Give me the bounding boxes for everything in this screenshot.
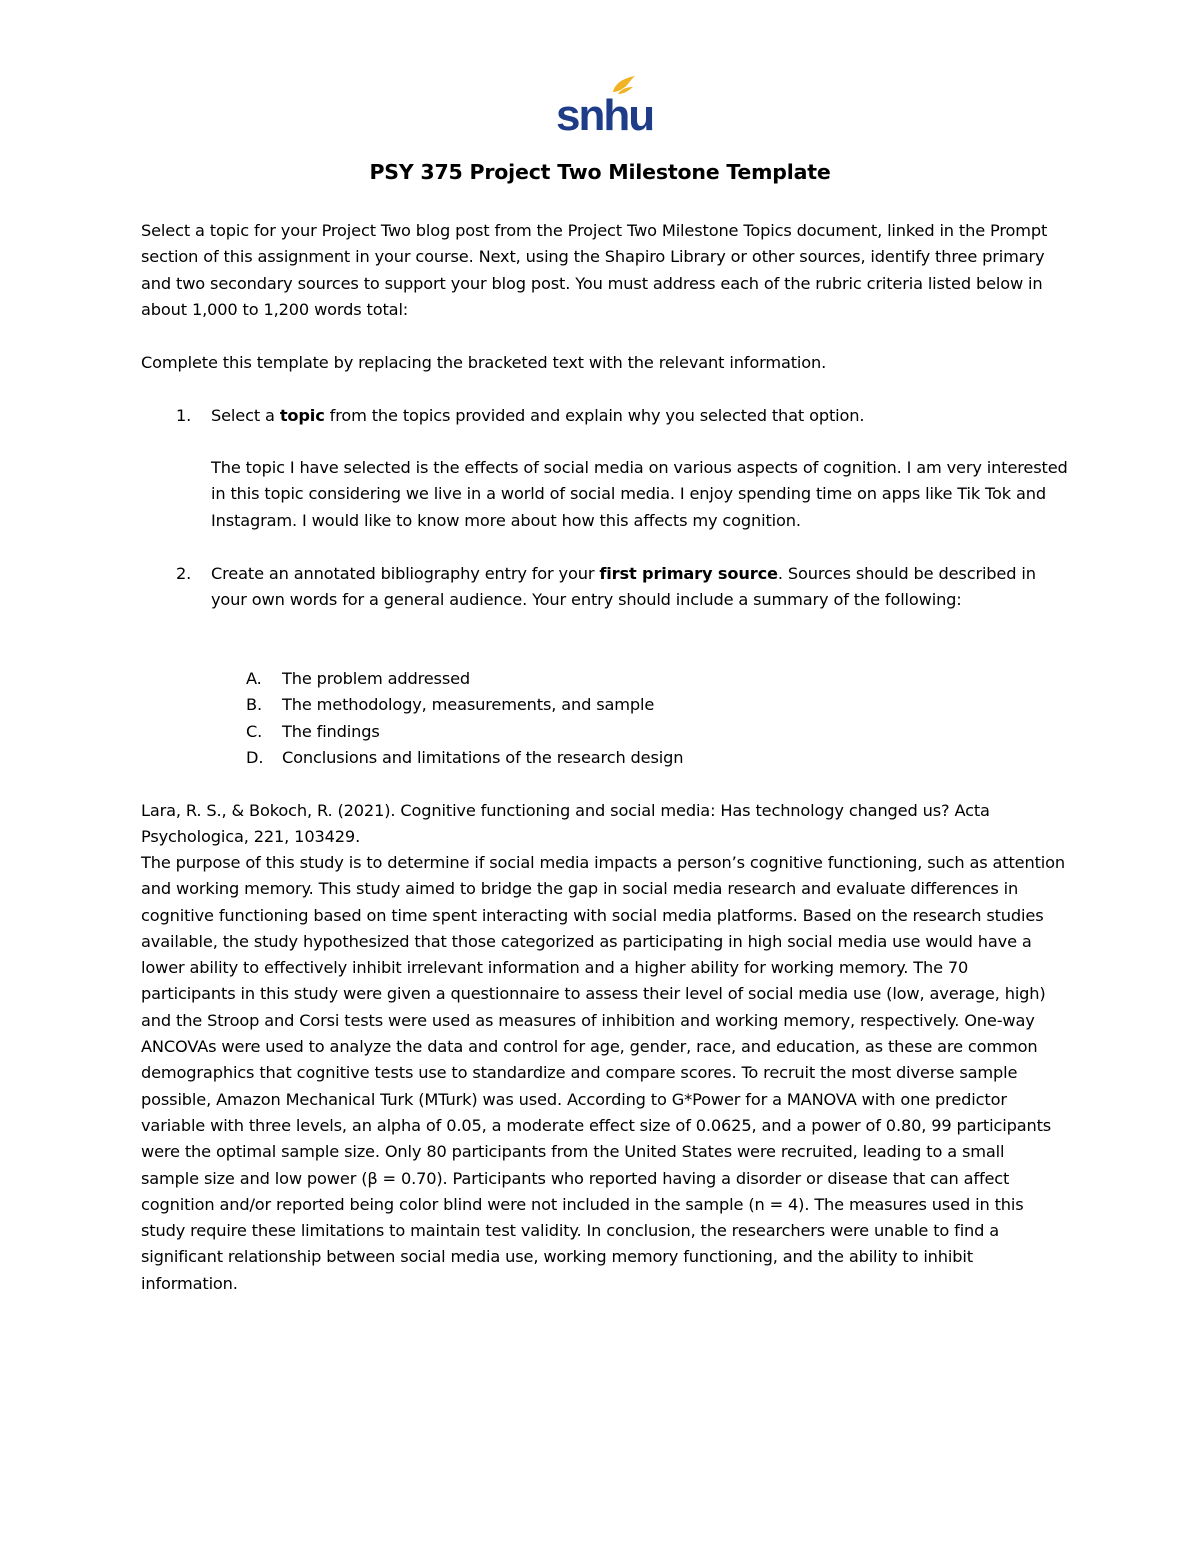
sublist-text: The problem addressed (282, 669, 471, 688)
list-number: 2. (176, 564, 192, 583)
bibliography-citation: Lara, R. S., & Bokoch, R. (2021). Cognitive functioning and social media: Has technology changed us? Acta Psychologica, 221, 103429. (141, 801, 990, 847)
snhu-logo-graphic (555, 72, 654, 140)
sublist-letter: B. (246, 695, 262, 715)
annotation-paragraph: The purpose of this study is to determine if social media impacts a person’s cognitive functioning, such as attention and working memory. This study aimed to bridge the gap in social media research and evaluate differences in cognitive functioning based on time spent interacting with social media platforms. Based on the research studies available, the study hypothesized that those categorized as participating in high social media use would have a lower ability to effectively inhibit irrelevant information and a higher ability for working memory. The 70 participants in this study were given a questionnaire to assess their level of social media use (low, average, high) and the Stroop and Corsi tests were used as measures of inhibition and working memory, respectively. One-way ANCOVAs were used to analyze the data and control for age, gender, race, and education, as these are common demographics that cognitive tests use to standardize and compare scores. To recruit the most diverse sample possible, Amazon Mechanical Turk (MTurk) was used. According to G*Power for a MANOVA with one predictor variable with three levels, an alpha of 0.05, a moderate effect size of 0.0625, and a power of 0.80, 99 participants were the optimal sample size. Only 80 participants from the United States were recruited, leading to a small sample size and low power (β = 0.70). Participants who reported having a disorder or disease that can affect cognition and/or reported being color blind were not included in the sample (n = 4). The measures used in this study require these limitations to maintain test validity. In conclusion, the researchers were unable to find a significant relationship between social media use, working memory functioning, and the ability to inhibit information. (141, 853, 1066, 1293)
sublist-letter: C. (246, 721, 263, 741)
list-item-text (211, 403, 1056, 429)
item-bold-text: topic (279, 406, 325, 425)
item-bold-text: first primary source (599, 564, 778, 583)
intro-paragraph: Select a topic for your Project Two blog post from the Project Two Milestone Topics document, linked in the Prompt section of this assignment in your course. Next, using the Shapiro Library or other sources, identify three primary and two secondary sources to support your blog post. You must address each of the rubric criteria listed below in about 1,000 to 1,200 words total: (141, 221, 1048, 319)
summary-sublist (246, 666, 1046, 771)
instruction-paragraph: Complete this template by replacing the bracketed text with the relevant information. (141, 353, 827, 372)
item-text-before: Create an annotated bibliography entry for your (211, 564, 600, 583)
item-text-before: Select a (211, 406, 280, 425)
sublist-item (246, 719, 1046, 745)
topic-answer-paragraph: The topic I have selected is the effects of social media on various aspects of cognition. I am very interested in this topic considering we live in a world of social media. I enjoy spending time on apps like Tik Tok and Instagram. I would like to know more about how this affects my cognition. (211, 458, 1068, 530)
snhu-logo (555, 72, 654, 140)
sublist-letter: D. (246, 747, 264, 767)
list-number: 1. (176, 406, 192, 425)
sublist-item (246, 666, 1046, 692)
sublist-text: The methodology, measurements, and sample (282, 695, 655, 715)
sublist-text: Conclusions and limitations of the research design (282, 747, 684, 767)
logo-wordmark: snhu (556, 91, 654, 140)
item-text-after: . Sources should be described in your own words for a general audience. Your entry should include a summary of the following: (211, 564, 1036, 610)
sublist-text: The findings (282, 721, 380, 741)
sublist-letter: A. (246, 669, 262, 688)
document-title: PSY 375 Project Two Milestone Template (369, 160, 831, 184)
item-text-after: from the topics provided and explain why you selected that option. (324, 406, 865, 425)
list-item-text (211, 561, 1056, 614)
sublist-item (246, 745, 1046, 771)
sublist-item (246, 692, 1046, 718)
